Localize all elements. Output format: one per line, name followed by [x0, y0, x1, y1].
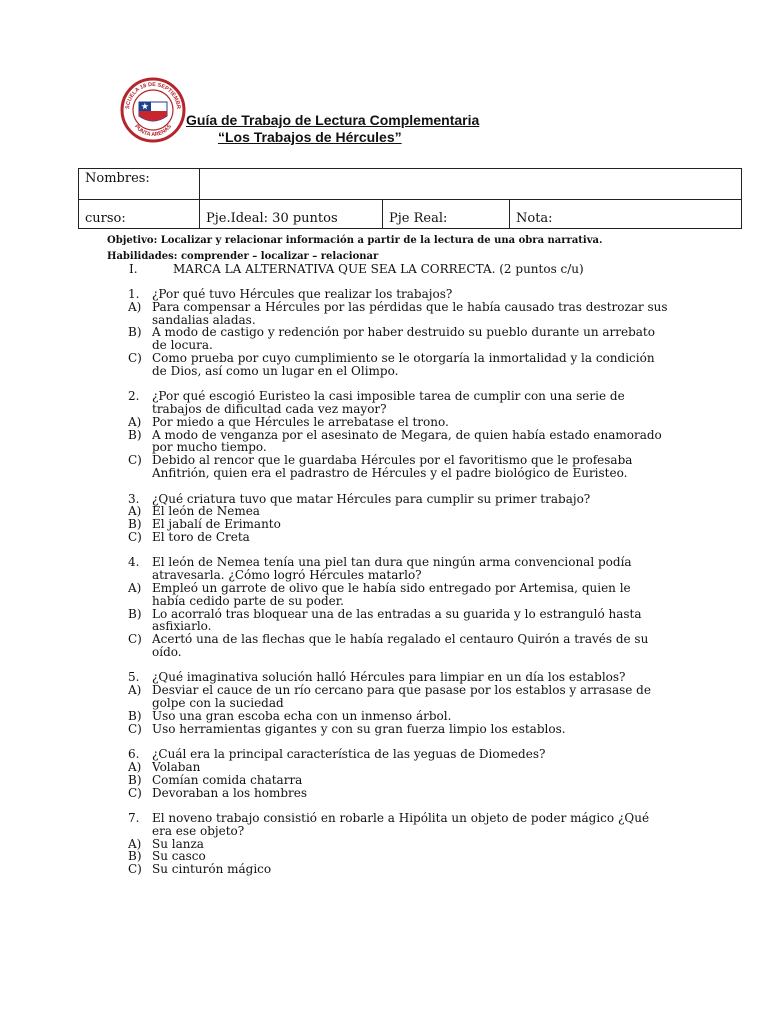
question-4: [128, 556, 668, 658]
question-number: 1.: [128, 287, 140, 301]
option-text: Acertó una de las flechas que le había regalado el centauro Quirón a través de su oído.: [152, 632, 649, 659]
pje-ideal-cell: Pje.Ideal: 30 puntos: [200, 200, 383, 229]
option-text: Como prueba por cuyo cumplimiento se le otorgaría la inmortalidad y la condición de Dios, así como un lugar en el Olimpo.: [152, 350, 655, 378]
option-text: El toro de Creta: [152, 529, 250, 544]
question-2: [128, 390, 668, 480]
option-c[interactable]: [128, 723, 668, 736]
option-text: Debido al rencor que le guardaba Hércules por el favoritismo que le profesaba Anfitrión, quien era el padrastro de Hércules y el padre biológico de Euristeo.: [152, 453, 633, 481]
option-c[interactable]: [128, 787, 668, 800]
question-list: [128, 288, 668, 889]
nombres-field[interactable]: [200, 169, 742, 200]
option-text: Lo acorraló tras bloquear una de las entradas a su guarida y lo estranguló hasta asfixiarlo.: [152, 606, 642, 634]
option-text: El jabalí de Erimanto: [152, 517, 281, 532]
question-3: [128, 493, 668, 544]
option-text: Por miedo a que Hércules le arrebatase el trono.: [152, 414, 449, 429]
habilidades-text: Habilidades: comprender – localizar – relacionar: [107, 251, 379, 262]
option-label: B): [128, 849, 142, 864]
question-number: 3.: [128, 491, 140, 506]
option-text: Su lanza: [152, 836, 204, 851]
option-text: El león de Nemea: [152, 504, 260, 519]
question-text: El león de Nemea tenía una piel tan dura que ningún arma convencional podía atravesarla. ¿Cómo logró Hércules matarlo?: [152, 555, 632, 583]
option-label: A): [128, 683, 142, 698]
option-text: Comían comida chatarra: [152, 772, 303, 787]
option-b[interactable]: [128, 429, 668, 455]
option-text: Uso una gran escoba echa con un inmenso árbol.: [152, 708, 452, 723]
option-label: C): [128, 350, 142, 365]
question-number: 7.: [128, 811, 140, 826]
page-title: Guía de Trabajo de Lectura Complementaria: [186, 112, 480, 128]
option-a[interactable]: [128, 301, 668, 327]
option-c[interactable]: [128, 454, 668, 480]
option-label: A): [128, 581, 142, 595]
option-a[interactable]: [128, 684, 668, 710]
question-text: ¿Qué criatura tuvo que matar Hércules para cumplir su primer trabajo?: [152, 491, 591, 506]
question-number: 4.: [128, 555, 140, 570]
option-label: B): [128, 427, 142, 442]
question-text: ¿Por qué escogió Euristeo la casi imposible tarea de cumplir con una serie de trabajos de dificultad cada vez mayor?: [152, 389, 625, 417]
option-label: C): [128, 862, 142, 877]
school-logo: [117, 72, 189, 144]
option-label: A): [128, 759, 142, 774]
option-label: A): [128, 836, 142, 851]
svg-text:ESCUELA 18 DE SEPTIEMBRE: SCUELA 18 DE SEPTIEMBR: [124, 81, 182, 110]
objetivo-text: Objetivo: Localizar y relacionar información a partir de la lectura de una obra narrativa.: [107, 235, 603, 246]
question-text: ¿Por qué tuvo Hércules que realizar los trabajos?: [152, 287, 453, 301]
question-1: [128, 288, 668, 378]
pje-real-cell[interactable]: Pje Real:: [383, 200, 510, 229]
question-number: 2.: [128, 389, 140, 404]
option-a[interactable]: [128, 838, 668, 851]
question-text: El noveno trabajo consistió en robarle a Hipólita un objeto de poder mágico ¿Qué era ese objeto?: [152, 811, 650, 838]
option-label: C): [128, 632, 142, 647]
option-text: Su cinturón mágico: [152, 862, 272, 877]
option-a[interactable]: [128, 582, 668, 608]
option-label: B): [128, 325, 142, 340]
option-b[interactable]: [128, 608, 668, 634]
page-subtitle: “Los Trabajos de Hércules”: [218, 129, 402, 145]
option-c[interactable]: [128, 531, 668, 544]
option-text: Empleó un garrote de olivo que le había sido entregado por Artemisa, quien le había cedido parte de su poder.: [152, 581, 631, 608]
option-label: C): [128, 721, 142, 736]
option-text: Volaban: [152, 759, 201, 774]
option-label: C): [128, 453, 142, 468]
option-b[interactable]: [128, 326, 668, 352]
svg-text:PUNTA ARENAS: PUNTA ARENAS: [133, 123, 173, 139]
question-text: ¿Cuál era la principal característica de las yeguas de Diomedes?: [152, 747, 546, 762]
option-label: B): [128, 708, 142, 723]
option-text: A modo de castigo y redención por haber destruido su pueblo durante un arrebato de locura.: [152, 325, 655, 353]
option-label: B): [128, 606, 142, 621]
school-crest-icon: [117, 72, 189, 144]
student-info-table: [78, 168, 742, 229]
option-c[interactable]: [128, 352, 668, 378]
option-text: Su casco: [152, 849, 206, 864]
question-number: 5.: [128, 670, 140, 685]
question-number: 6.: [128, 747, 140, 762]
option-c[interactable]: [128, 633, 668, 659]
option-label: C): [128, 785, 142, 800]
section-number: I.: [129, 262, 138, 276]
option-text: Para compensar a Hércules por las pérdidas que le había causado tras destrozar sus sandalias aladas.: [152, 299, 668, 327]
option-text: Uso herramientas gigantes y con su gran fuerza limpio los establos.: [152, 721, 566, 736]
section-instruction: MARCA LA ALTERNATIVA QUE SEA LA CORRECTA. (2 puntos c/u): [173, 262, 584, 276]
option-label: B): [128, 772, 142, 787]
option-text: A modo de venganza por el asesinato de Megara, de quien había estado enamorado por mucho tiempo.: [152, 427, 662, 455]
option-label: B): [128, 517, 142, 532]
option-text: Desviar el cauce de un río cercano para que pasase por los establos y arrasase de golpe con la suciedad: [152, 683, 651, 711]
question-5: [128, 671, 668, 735]
nota-cell[interactable]: Nota:: [510, 200, 742, 229]
question-7: [128, 812, 668, 876]
option-label: A): [128, 414, 142, 429]
question-text: ¿Qué imaginativa solución halló Hércules para limpiar en un día los establos?: [152, 670, 626, 685]
nombres-label: Nombres:: [79, 169, 200, 200]
option-label: A): [128, 504, 142, 519]
option-label: C): [128, 529, 142, 544]
question-6: [128, 748, 668, 799]
option-label: A): [128, 299, 142, 314]
option-c[interactable]: [128, 863, 668, 876]
curso-label: curso:: [79, 200, 200, 229]
option-text: Devoraban a los hombres: [152, 785, 308, 800]
section-heading: [129, 262, 584, 276]
